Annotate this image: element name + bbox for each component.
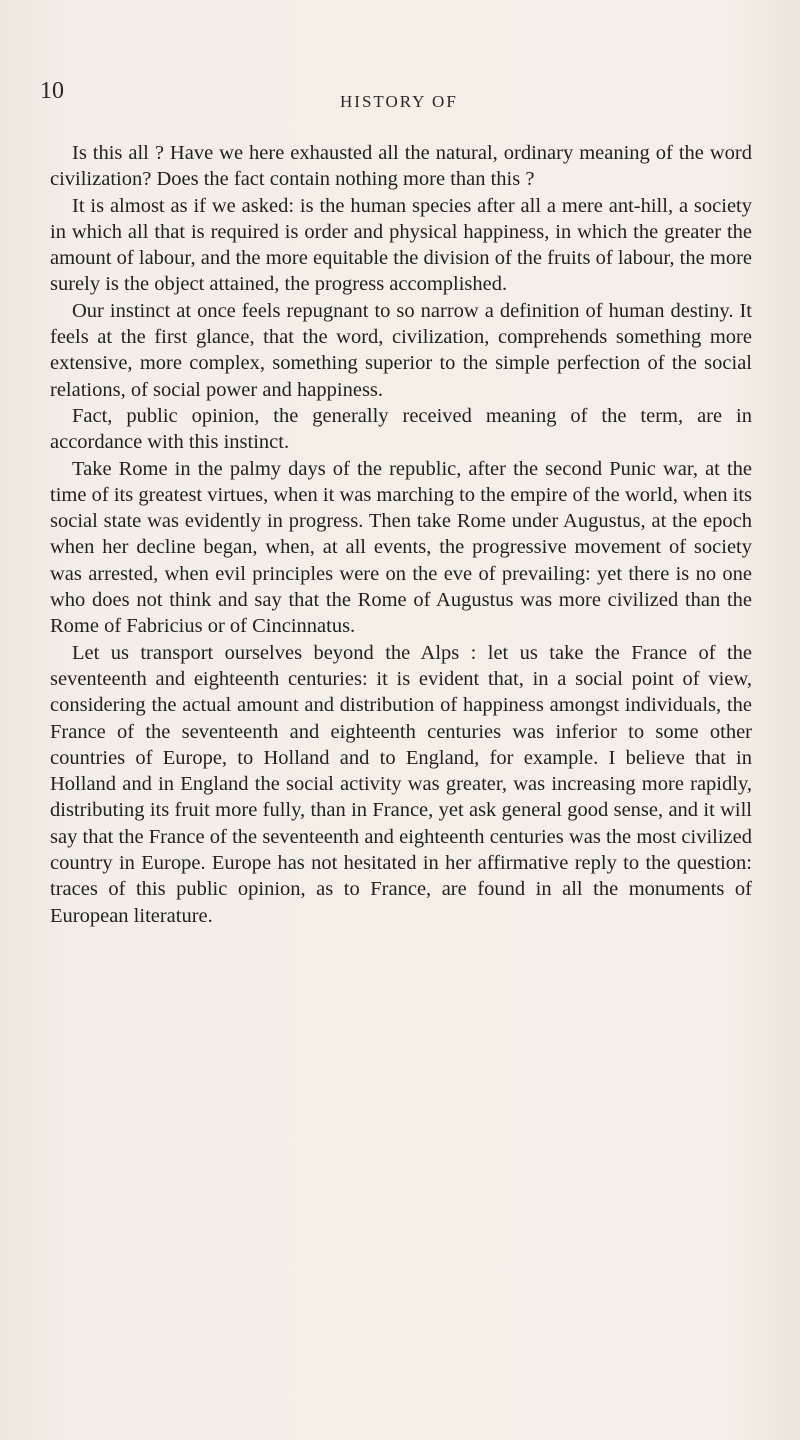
body-text xyxy=(50,140,752,929)
paragraph: Take Rome in the palmy days of the republic, after the second Punic war, at the time of its greatest virtues, when it was marching to the empire of the world, when its social state was evidently in progress. Then take Rome under Augustus, at the epoch when her decline began, when, at all events, the progressive movement of society was arrested, when evil principles were on the eve of prevailing: yet there is no one who does not think and say that the Rome of Augustus was more civilized than the Rome of Fabricius or of Cincinnatus. xyxy=(50,457,752,638)
paragraph: Let us transport ourselves beyond the Alps : let us take the France of the seventeenth and eighteenth centuries: it is evident that, in a social point of view, considering the actual amount and distribution of happiness amongst individuals, the France of the seventeenth and eighteenth centuries was inferior to some other countries of Europe, to Holland and to England, for example. I believe that in Holland and in England the social activity was greater, was increasing more rapidly, distributing its fruit more fully, than in France, yet ask general good sense, and it will say that the France of the seventeenth and eighteenth centuries was the most civilized country in Europe. Europe has not hesitated in her affirmative reply to the question: traces of this public opinion, as to France, are found in all the monuments of European literature. xyxy=(50,641,752,927)
paragraph: Fact, public opinion, the generally received meaning of the term, are in accordance with this instinct. xyxy=(50,404,752,454)
page-header xyxy=(40,78,760,118)
page-number: 10 xyxy=(40,78,64,104)
running-head: HISTORY OF xyxy=(340,92,458,111)
paragraph: Is this all ? Have we here exhausted all the natural, ordinary meaning of the word civilization? Does the fact contain nothing more than this ? xyxy=(50,142,752,191)
paragraph: Our instinct at once feels repugnant to so narrow a definition of human destiny. It feels at the first glance, that the word, civilization, comprehends something more extensive, more complex, something superior to the simple perfection of the social relations, of social power and happiness. xyxy=(50,299,752,401)
paragraph: It is almost as if we asked: is the human species after all a mere ant-hill, a society in which all that is required is order and physical happiness, in which the greater the amount of labour, and the more equitable the division of the fruits of labour, the more surely is the object attained, the progress accomplished. xyxy=(50,194,752,296)
